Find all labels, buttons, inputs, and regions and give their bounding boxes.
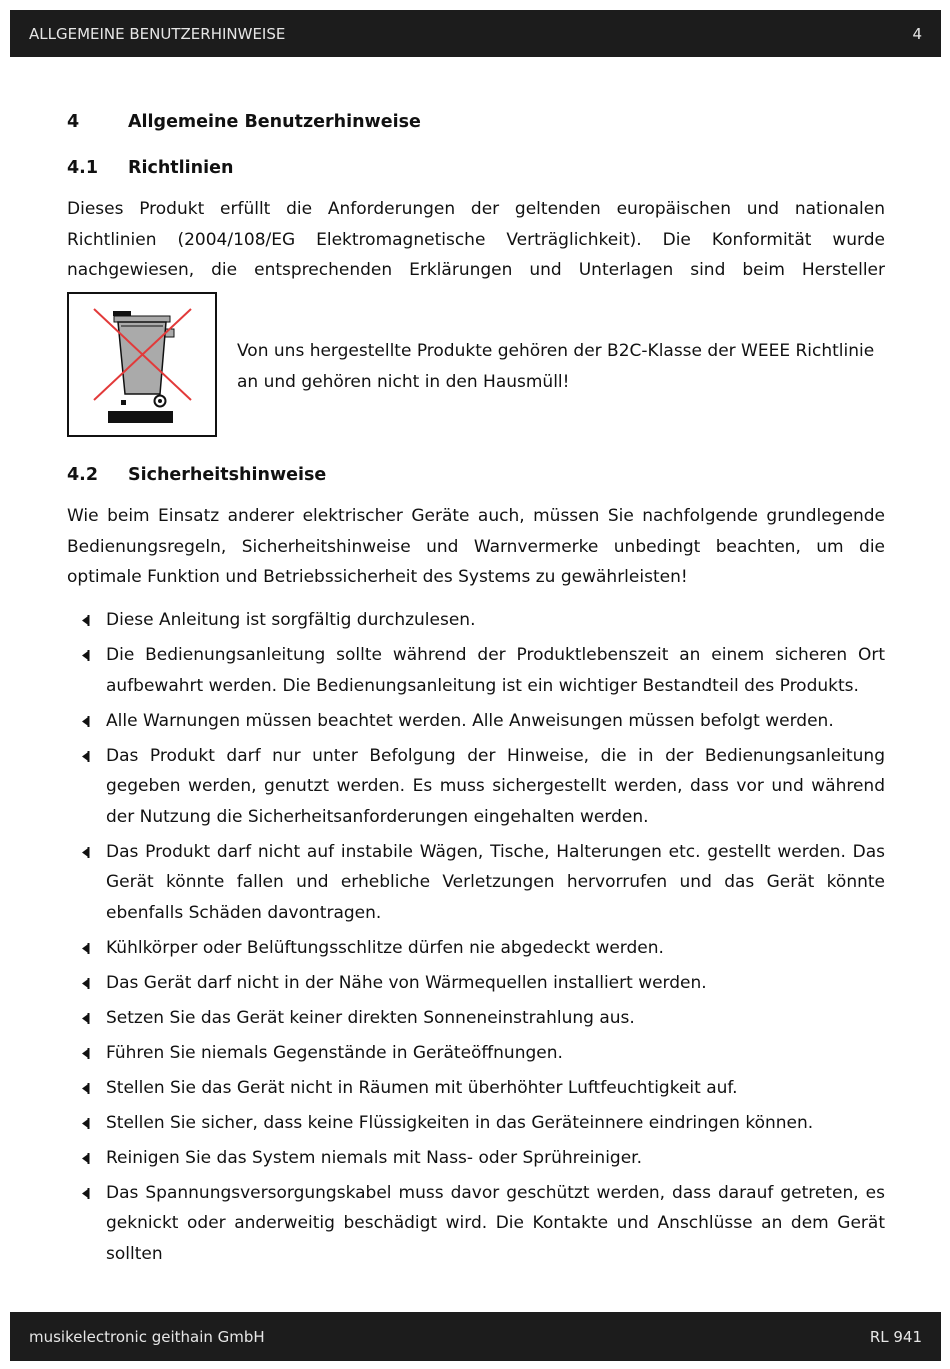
subsection-title: Richtlinien bbox=[128, 158, 234, 178]
speaker-bullet-icon bbox=[81, 846, 91, 859]
speaker-bullet-icon bbox=[81, 614, 91, 627]
speaker-bullet-icon bbox=[81, 977, 91, 990]
speaker-bullet-icon bbox=[81, 715, 91, 728]
speaker-bullet-icon bbox=[81, 1012, 91, 1025]
subsection-number: 4.2 bbox=[67, 465, 99, 485]
list-item-text: Das Produkt darf nur unter Befolgung der Hinweise, die in der Bedienungsanleitung gegeben werden, genutzt werden. Es muss sichergestellt werden, dass vor und während der Nutzung die Sicherheitsanforderungen eingehalten werden. bbox=[106, 745, 885, 827]
speaker-bullet-icon bbox=[81, 1047, 91, 1060]
list-item-text: Die Bedienungsanleitung sollte während der Produktlebenszeit an einem sicheren Ort aufbewahrt werden. Die Bedienungsanleitung ist ein wichtiger Bestandteil des Produkts. bbox=[106, 645, 885, 696]
list-item-text: Das Produkt darf nicht auf instabile Wägen, Tische, Halterungen etc. gestellt werden. Das Gerät könnte fallen und erhebliche Verletzungen hervorrufen und das Gerät könnte ebenfalls Schäden davontragen. bbox=[106, 841, 885, 923]
subsection-heading-sicherheit bbox=[67, 465, 326, 485]
list-item-text: Führen Sie niemals Gegenstände in Geräteöffnungen. bbox=[106, 1042, 563, 1063]
weee-symbol bbox=[67, 292, 217, 437]
list-item bbox=[67, 933, 885, 964]
list-item-text: Das Gerät darf nicht in der Nähe von Wärmequellen installiert werden. bbox=[106, 972, 707, 993]
page-footer bbox=[10, 1312, 941, 1361]
list-item-text: Stellen Sie das Gerät nicht in Räumen mit überhöhter Luftfeuchtigkeit auf. bbox=[106, 1077, 738, 1098]
list-item bbox=[67, 706, 885, 737]
list-item bbox=[67, 640, 885, 701]
safety-list bbox=[67, 605, 885, 1274]
list-item-text: Alle Warnungen müssen beachtet werden. Alle Anweisungen müssen befolgt werden. bbox=[106, 710, 834, 731]
footer-model: RL 941 bbox=[869, 1327, 922, 1346]
speaker-bullet-icon bbox=[81, 1117, 91, 1130]
section-number: 4 bbox=[67, 112, 80, 132]
section-title: Allgemeine Benutzerhinweise bbox=[128, 112, 421, 132]
list-item-text: Stellen Sie sicher, dass keine Flüssigkeiten in das Geräteinnere eindringen können. bbox=[106, 1112, 814, 1133]
crossed-bin-icon bbox=[69, 294, 215, 435]
speaker-bullet-icon bbox=[81, 942, 91, 955]
list-item bbox=[67, 1073, 885, 1104]
list-item-text: Kühlkörper oder Belüftungsschlitze dürfen nie abgedeckt werden. bbox=[106, 937, 664, 958]
speaker-bullet-icon bbox=[81, 1082, 91, 1095]
page-header bbox=[10, 10, 941, 57]
list-item bbox=[67, 968, 885, 999]
list-item bbox=[67, 1178, 885, 1270]
list-item bbox=[67, 837, 885, 929]
list-item-text: Reinigen Sie das System niemals mit Nass- oder Sprühreiniger. bbox=[106, 1147, 642, 1168]
list-item-text: Das Spannungsversorgungskabel muss davor geschützt werden, dass darauf getreten, es geknickt oder anderweitig beschädigt wird. Die Kontakte und Anschlüsse an dem Gerät sollten bbox=[106, 1182, 885, 1264]
list-item bbox=[67, 741, 885, 833]
list-item-text: Setzen Sie das Gerät keiner direkten Sonneneinstrahlung aus. bbox=[106, 1007, 635, 1028]
sicherheit-paragraph: Wie beim Einsatz anderer elektrischer Geräte auch, müssen Sie nachfolgende grundlegende Bedienungsregeln, Sicherheitshinweise und Warnvermerke unbedingt beachten, um die optimale Funktion und Betriebssicherheit des Systems zu gewährleisten! bbox=[67, 506, 885, 587]
list-item bbox=[67, 1108, 885, 1139]
list-item-text: Diese Anleitung ist sorgfältig durchzulesen. bbox=[106, 610, 476, 630]
page-number: 4 bbox=[912, 24, 922, 43]
speaker-bullet-icon bbox=[81, 649, 91, 662]
weee-notice: Von uns hergestellte Produkte gehören der B2C-Klasse der WEEE Richtlinie an und gehören nicht in den Hausmüll! bbox=[237, 341, 875, 392]
footer-company: musikelectronic geithain GmbH bbox=[29, 1327, 265, 1346]
list-item bbox=[67, 1003, 885, 1034]
subsection-title: Sicherheitshinweise bbox=[128, 465, 327, 485]
richtlinien-paragraph: Dieses Produkt erfüllt die Anforderungen der geltenden europäischen und nationalen Richtlinien (2004/108/EG Elektromagnetische Verträglichkeit). Die Konformität wurde nachgewiesen, die entsprechenden Erklärungen und Unterlagen sind beim Hersteller bbox=[67, 199, 885, 280]
speaker-bullet-icon bbox=[81, 750, 91, 763]
list-item bbox=[67, 605, 885, 636]
list-item bbox=[67, 1143, 885, 1174]
speaker-bullet-icon bbox=[81, 1187, 91, 1200]
subsection-number: 4.1 bbox=[67, 158, 99, 178]
subsection-heading-richtlinien bbox=[67, 158, 233, 178]
list-item bbox=[67, 1038, 885, 1069]
header-title: ALLGEMEINE BENUTZERHINWEISE bbox=[29, 24, 286, 43]
speaker-bullet-icon bbox=[81, 1152, 91, 1165]
section-heading bbox=[67, 112, 421, 132]
